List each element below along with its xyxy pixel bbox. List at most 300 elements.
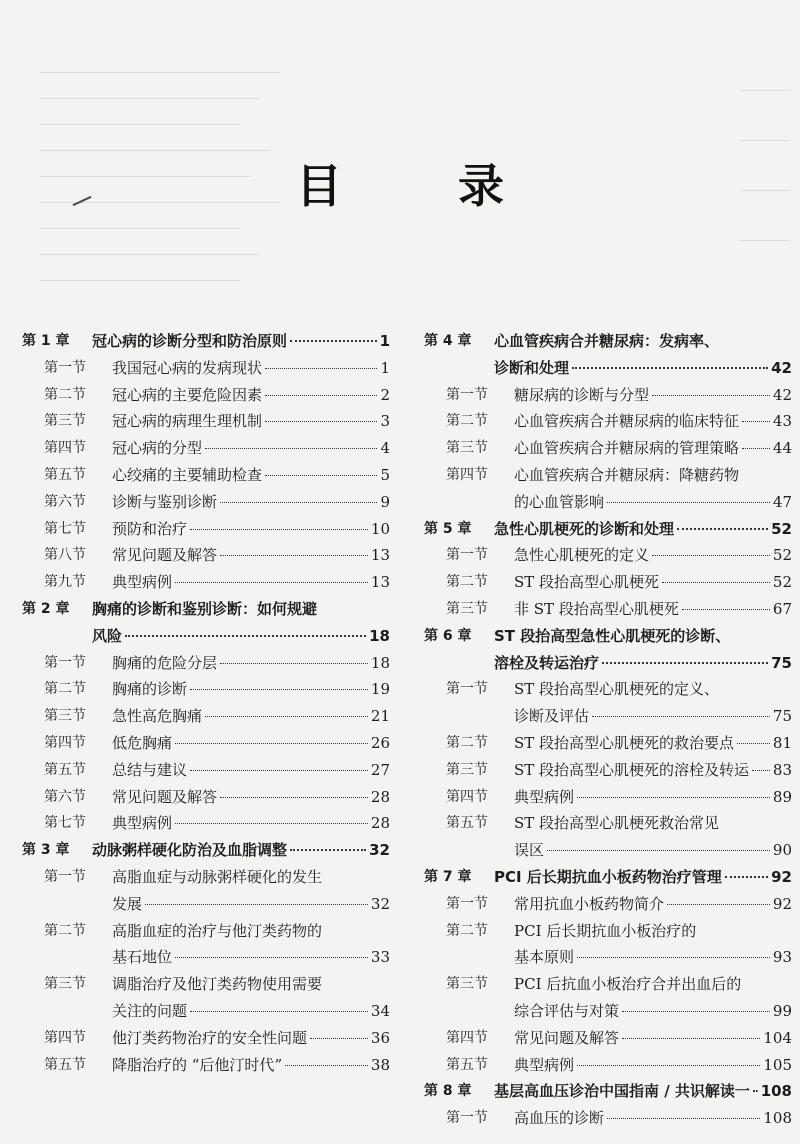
toc-chapter-entry [424, 1078, 792, 1105]
toc-leader-dots [220, 502, 377, 503]
toc-title-text: ST 段抬高型心肌梗死的定义、 [514, 680, 720, 699]
toc-title-line [514, 891, 792, 918]
toc-title-line [494, 650, 792, 677]
toc-title-text: 急性高危胸痛 [112, 707, 203, 726]
toc-title-line [112, 489, 390, 516]
toc-title-text: 发展 [112, 894, 143, 913]
toc-title-line [514, 596, 792, 623]
toc-title-line [112, 650, 390, 677]
toc-entry-label: 第三节 [446, 761, 488, 778]
toc-section-entry [22, 542, 390, 569]
toc-section-entry [22, 971, 390, 1025]
toc-page-number: 83 [772, 760, 792, 779]
toc-entry-label: 第六节 [44, 788, 86, 805]
toc-leader-dots [265, 421, 377, 422]
toc-leader-dots [737, 743, 770, 744]
toc-leader-dots [572, 367, 768, 369]
toc-title-text: 综合评估与对策 [514, 1001, 620, 1020]
toc-page-number: 4 [380, 439, 390, 458]
toc-section-entry [424, 382, 792, 409]
toc-entry-label: 第 4 章 [424, 333, 472, 349]
toc-entry-label: 第 3 章 [22, 842, 70, 859]
toc-title-line [112, 784, 390, 811]
toc-page-number: 43 [772, 412, 792, 431]
toc-leader-dots [285, 1065, 368, 1066]
toc-section-entry [424, 810, 792, 864]
toc-title-line [514, 971, 792, 998]
toc-entry-label: 第三节 [44, 413, 86, 430]
toc-section-entry [424, 757, 792, 784]
toc-entry-label: 第五节 [446, 1056, 488, 1073]
toc-title-line [112, 676, 390, 703]
toc-section-entry [424, 596, 792, 623]
toc-title-text: 典型病例 [112, 573, 173, 592]
toc-leader-dots [607, 502, 770, 503]
toc-section-entry [22, 462, 390, 489]
toc-entry-label: 第五节 [44, 1056, 86, 1073]
toc-title-text: 常见问题及解答 [112, 787, 218, 806]
toc-title-text: ST 段抬高型心肌梗死 [514, 573, 660, 592]
toc-section-entry [22, 355, 390, 382]
toc-title-line [112, 382, 390, 409]
toc-page-number: 28 [370, 787, 390, 806]
toc-title-line [112, 703, 390, 730]
toc-title-line [514, 757, 792, 784]
toc-title-text: 典型病例 [514, 787, 575, 806]
toc-leader-dots [220, 663, 368, 664]
toc-title-text: 高脂血症的治疗与他汀类药物的 [112, 921, 323, 940]
toc-title-text: 冠心病的诊断分型和防治原则 [92, 332, 288, 350]
toc-title-text: 风险 [92, 626, 123, 645]
toc-chapter-entry [22, 328, 390, 355]
toc-title-text: 糖尿病的诊断与分型 [514, 385, 650, 404]
toc-section-entry [424, 1025, 792, 1052]
toc-leader-dots [190, 529, 368, 530]
toc-leader-dots [265, 475, 377, 476]
toc-page-number: 5 [380, 465, 390, 484]
toc-section-entry [22, 1052, 390, 1079]
toc-title-text: 心绞痛的主要辅助检查 [112, 465, 263, 484]
toc-title-text: 基层高血压诊治中国指南 / 共识解读一 [494, 1082, 750, 1101]
toc-title-text: 冠心病的病理生理机制 [112, 412, 263, 431]
toc-page-number: 36 [370, 1028, 390, 1047]
toc-title-line [494, 864, 792, 891]
toc-leader-dots [577, 957, 770, 958]
toc-entry-label: 第三节 [44, 976, 86, 993]
toc-page-number: 105 [763, 1055, 792, 1074]
toc-entry-title [424, 1078, 792, 1105]
toc-section-entry [22, 676, 390, 703]
toc-entry-title [22, 837, 390, 864]
toc-title-line [92, 596, 390, 623]
toc-title-line [92, 837, 390, 864]
toc-entry-label: 第 1 章 [22, 333, 70, 349]
toc-entry-label: 第二节 [446, 734, 488, 751]
toc-page-number: 42 [771, 358, 792, 377]
toc-page-number: 27 [370, 760, 390, 779]
toc-title-line [112, 462, 390, 489]
toc-leader-dots [290, 340, 377, 342]
toc-title-line [514, 408, 792, 435]
toc-title-text: 胸痛的危险分层 [112, 653, 218, 672]
toc-page-number: 32 [369, 841, 390, 860]
toc-page-number: 108 [763, 1109, 792, 1128]
toc-right-column [424, 328, 792, 1132]
toc-title-line [112, 435, 390, 462]
toc-page-number: 67 [772, 599, 792, 618]
toc-chapter-entry [424, 623, 792, 677]
toc-section-entry [424, 784, 792, 811]
toc-title-line [112, 355, 390, 382]
toc-section-entry [424, 1052, 792, 1079]
toc-section-entry [424, 1105, 792, 1132]
toc-entry-label: 第 8 章 [424, 1083, 472, 1100]
toc-leader-dots [742, 421, 770, 422]
toc-section-entry [22, 569, 390, 596]
toc-title-line [514, 1025, 792, 1052]
toc-entry-label: 第四节 [44, 734, 86, 751]
toc-title-line [92, 328, 390, 355]
toc-entry-label: 第三节 [446, 976, 488, 993]
toc-section-entry [424, 971, 792, 1025]
toc-entry-label: 第 2 章 [22, 600, 70, 617]
toc-entry-label: 第一节 [446, 895, 488, 912]
toc-entry-label: 第三节 [446, 440, 488, 457]
toc-entry-label: 第四节 [446, 466, 488, 483]
toc-section-entry [424, 542, 792, 569]
toc-title-text: 心血管疾病合并糖尿病：发病率、 [494, 332, 720, 350]
toc-title-line [112, 918, 390, 945]
toc-page-number: 10 [370, 519, 390, 538]
toc-title-text: 急性心肌梗死的诊断和处理 [494, 519, 675, 538]
toc-page-number: 52 [772, 573, 792, 592]
toc-title-line [514, 998, 792, 1025]
toc-title-text: 基本原则 [514, 948, 575, 967]
toc-leader-dots [145, 904, 368, 905]
toc-title-line [514, 382, 792, 409]
toc-title-text: 典型病例 [112, 814, 173, 833]
toc-page-number: 2 [380, 385, 390, 404]
toc-page-number: 90 [772, 841, 792, 860]
toc-title-text: 总结与建议 [112, 760, 188, 779]
toc-title-text: 的心血管影响 [514, 492, 605, 511]
toc-leader-dots [547, 850, 770, 851]
toc-page-number: 93 [772, 948, 792, 967]
toc-section-entry [22, 810, 390, 837]
toc-leader-dots [125, 635, 366, 637]
toc-title-text: ST 段抬高型心肌梗死的救治要点 [514, 733, 735, 752]
toc-title-text: PCI 后长期抗血小板治疗的 [514, 921, 697, 940]
toc-title-text: 常见问题及解答 [514, 1028, 620, 1047]
toc-entry-label: 第四节 [446, 788, 488, 805]
toc-leader-dots [175, 823, 368, 824]
toc-title-line [514, 730, 792, 757]
toc-entry-label: 第一节 [446, 681, 488, 698]
toc-entry-label: 第五节 [44, 466, 86, 483]
toc-leader-dots [190, 1011, 368, 1012]
toc-title-line [494, 623, 792, 650]
toc-leader-dots [725, 876, 768, 878]
toc-entry-title [424, 864, 792, 891]
toc-leader-dots [310, 1038, 368, 1039]
toc-entry-label: 第一节 [44, 359, 86, 376]
toc-title-line [514, 810, 792, 837]
toc-title-line [514, 569, 792, 596]
toc-entry-title [22, 596, 390, 650]
toc-title-text: 胸痛的诊断 [112, 680, 188, 699]
toc-section-entry [424, 918, 792, 972]
toc-entry-label: 第四节 [44, 440, 86, 457]
toc-leader-dots [190, 689, 368, 690]
toc-page-number: 75 [772, 707, 792, 726]
toc-page-number: 1 [379, 332, 390, 350]
toc-title-line [112, 810, 390, 837]
toc-title-text: 诊断及评估 [514, 707, 590, 726]
toc-page-number: 92 [771, 867, 792, 886]
toc-chapter-entry [22, 837, 390, 864]
toc-leader-dots [667, 904, 770, 905]
toc-section-entry [424, 730, 792, 757]
toc-page-number: 81 [772, 733, 792, 752]
toc-chapter-entry [424, 864, 792, 891]
toc-section-entry [424, 408, 792, 435]
toc-title-text: 动脉粥样硬化防治及血脂调整 [92, 841, 288, 860]
toc-title-line [112, 1052, 390, 1079]
toc-title-text: 调脂治疗及他汀类药物使用需要 [112, 975, 323, 994]
toc-title-line [112, 542, 390, 569]
toc-page-number: 104 [763, 1028, 792, 1047]
toc-chapter-entry [424, 516, 792, 543]
toc-leader-dots [175, 582, 368, 583]
toc-leader-dots [622, 1038, 760, 1039]
toc-title-line [514, 1052, 792, 1079]
toc-entry-label: 第一节 [446, 386, 488, 403]
toc-title-text: 急性心肌梗死的定义 [514, 546, 650, 565]
toc-page-number: 99 [772, 1001, 792, 1020]
toc-entry-title [424, 516, 792, 543]
toc-leader-dots [602, 662, 768, 664]
toc-title-line [112, 944, 390, 971]
toc-title-line [514, 542, 792, 569]
toc-title-line [112, 998, 390, 1025]
toc-page-number: 75 [771, 653, 792, 672]
toc-title-text: 诊断与鉴别诊断 [112, 492, 218, 511]
toc-title-line [494, 328, 792, 355]
toc-title-text: 冠心病的主要危险因素 [112, 385, 263, 404]
toc-title-line [514, 435, 792, 462]
toc-title-line [112, 864, 390, 891]
toc-leader-dots [752, 770, 770, 771]
toc-title-line [514, 1105, 792, 1132]
toc-page-number: 92 [772, 894, 792, 913]
toc-leader-dots [290, 849, 366, 851]
toc-title-line [514, 944, 792, 971]
toc-entry-label: 第一节 [44, 868, 86, 885]
toc-entry-label: 第一节 [446, 1110, 488, 1127]
toc-entry-label: 第八节 [44, 547, 86, 564]
toc-section-entry [424, 435, 792, 462]
toc-page-number: 13 [370, 546, 390, 565]
toc-title-line [514, 703, 792, 730]
toc-title-text: 冠心病的分型 [112, 439, 203, 458]
toc-entry-label: 第二节 [446, 413, 488, 430]
toc-entry-label: 第七节 [44, 520, 86, 537]
toc-entry-label: 第 6 章 [424, 627, 472, 644]
toc-leader-dots [677, 528, 768, 530]
toc-page-number: 21 [370, 707, 390, 726]
toc-leader-dots [652, 555, 770, 556]
toc-title-line [112, 1025, 390, 1052]
toc-title-text: ST 段抬高型急性心肌梗死的诊断、 [494, 626, 731, 645]
toc-title-line [112, 408, 390, 435]
toc-title-line [494, 1078, 792, 1105]
toc-entry-label: 第二节 [446, 922, 488, 939]
toc-title-line [112, 730, 390, 757]
toc-section-entry [22, 864, 390, 918]
toc-title-text: 典型病例 [514, 1055, 575, 1074]
toc-section-entry [22, 1025, 390, 1052]
toc-page-number: 52 [772, 546, 792, 565]
toc-leader-dots [592, 716, 770, 717]
toc-leader-dots [577, 1065, 760, 1066]
toc-entry-label: 第一节 [446, 547, 488, 564]
toc-entry-label: 第 7 章 [424, 868, 472, 885]
toc-leader-dots [220, 555, 368, 556]
toc-section-entry [22, 784, 390, 811]
page-title: 目 录 [295, 159, 554, 213]
toc-leader-dots [652, 395, 770, 396]
toc-title-text: ST 段抬高型心肌梗死的溶栓及转运 [514, 760, 750, 779]
toc-leader-dots [265, 395, 377, 396]
toc-title-text: 我国冠心病的发病现状 [112, 358, 263, 377]
toc-page-number: 47 [772, 492, 792, 511]
toc-section-entry [22, 516, 390, 543]
toc-leader-dots [175, 743, 368, 744]
toc-entry-label: 第五节 [44, 761, 86, 778]
toc-entry-label: 第二节 [44, 386, 86, 403]
toc-entry-label: 第四节 [446, 1029, 488, 1046]
toc-leader-dots [265, 368, 377, 369]
toc-leader-dots [205, 716, 368, 717]
toc-title-text: 诊断和处理 [494, 358, 570, 377]
toc-chapter-entry [424, 328, 792, 382]
toc-title-text: 溶栓及转运治疗 [494, 653, 600, 672]
toc-entry-label: 第 5 章 [424, 520, 472, 537]
toc-section-entry [22, 408, 390, 435]
toc-entry-label: 第九节 [44, 574, 86, 591]
toc-title-line [92, 623, 390, 650]
toc-entry-label: 第二节 [44, 922, 86, 939]
toc-entry-label: 第三节 [446, 600, 488, 617]
toc-title-text: 心血管疾病合并糖尿病的临床特征 [514, 412, 740, 431]
toc-section-entry [22, 382, 390, 409]
toc-leader-dots [190, 770, 368, 771]
toc-entry-label: 第三节 [44, 708, 86, 725]
toc-title-text: 误区 [514, 841, 545, 860]
toc-title-line [514, 462, 792, 489]
toc-entry-title [424, 623, 792, 677]
toc-section-entry [22, 918, 390, 972]
toc-page-number: 13 [370, 573, 390, 592]
toc-title-text: 常见问题及解答 [112, 546, 218, 565]
toc-entry-label: 第四节 [44, 1029, 86, 1046]
toc-title-text: 基石地位 [112, 948, 173, 967]
toc-section-entry [22, 757, 390, 784]
toc-page-number: 38 [370, 1055, 390, 1074]
toc-section-entry [424, 462, 792, 516]
toc-page-number: 44 [772, 439, 792, 458]
toc-left-column [22, 328, 390, 1078]
toc-title-line [494, 516, 792, 543]
toc-title-text: 关注的问题 [112, 1001, 188, 1020]
toc-section-entry [424, 676, 792, 730]
toc-title-text: 心血管疾病合并糖尿病：降糖药物 [514, 465, 740, 484]
toc-page-number: 34 [370, 1001, 390, 1020]
toc-title-text: 低危胸痛 [112, 733, 173, 752]
toc-page-number: 28 [370, 814, 390, 833]
toc-title-line [112, 971, 390, 998]
toc-leader-dots [607, 1118, 760, 1119]
toc-page-number: 42 [772, 385, 792, 404]
toc-section-entry [424, 891, 792, 918]
toc-entry-label: 第二节 [44, 681, 86, 698]
toc-title-text: 高血压的诊断 [514, 1109, 605, 1128]
toc-title-text: PCI 后抗血小板治疗合并出血后的 [514, 975, 742, 994]
toc-page-number: 18 [369, 626, 390, 645]
toc-leader-dots [753, 1090, 758, 1092]
toc-title-line [514, 918, 792, 945]
toc-title-text: 高脂血症与动脉粥样硬化的发生 [112, 867, 323, 886]
toc-page-number: 18 [370, 653, 390, 672]
toc-page-number: 9 [380, 492, 390, 511]
toc-title-line [514, 676, 792, 703]
toc-page-number: 3 [380, 412, 390, 431]
toc-entry-label: 第六节 [44, 493, 86, 510]
toc-entry-title [22, 328, 390, 355]
toc-entry-label: 第一节 [44, 654, 86, 671]
toc-title-line [514, 489, 792, 516]
toc-section-entry [22, 703, 390, 730]
toc-page-number: 32 [370, 894, 390, 913]
toc-title-text: ST 段抬高型心肌梗死救治常见 [514, 814, 720, 833]
toc-leader-dots [577, 797, 770, 798]
toc-page-number: 89 [772, 787, 792, 806]
toc-title-text: 预防和治疗 [112, 519, 188, 538]
toc-page-number: 33 [370, 948, 390, 967]
toc-title-text: 降脂治疗的 “后他汀时代” [112, 1055, 283, 1074]
toc-title-line [494, 355, 792, 382]
toc-page-number: 1 [380, 358, 390, 377]
toc-entry-label: 第七节 [44, 815, 86, 832]
toc-entry-label: 第二节 [446, 574, 488, 591]
toc-section-entry [22, 435, 390, 462]
toc-leader-dots [175, 957, 368, 958]
toc-section-entry [22, 489, 390, 516]
toc-title-line [112, 569, 390, 596]
toc-chapter-entry [22, 596, 390, 650]
toc-title-text: 他汀类药物治疗的安全性问题 [112, 1028, 308, 1047]
toc-title-text: 常用抗血小板药物简介 [514, 894, 665, 913]
toc-page-number: 19 [370, 680, 390, 699]
toc-section-entry [424, 569, 792, 596]
toc-leader-dots [742, 448, 770, 449]
toc-title-text: 非 ST 段抬高型心肌梗死 [514, 599, 679, 618]
toc-title-line [514, 784, 792, 811]
toc-title-line [514, 837, 792, 864]
toc-section-entry [22, 650, 390, 677]
toc-leader-dots [220, 797, 368, 798]
toc-leader-dots [682, 609, 770, 610]
